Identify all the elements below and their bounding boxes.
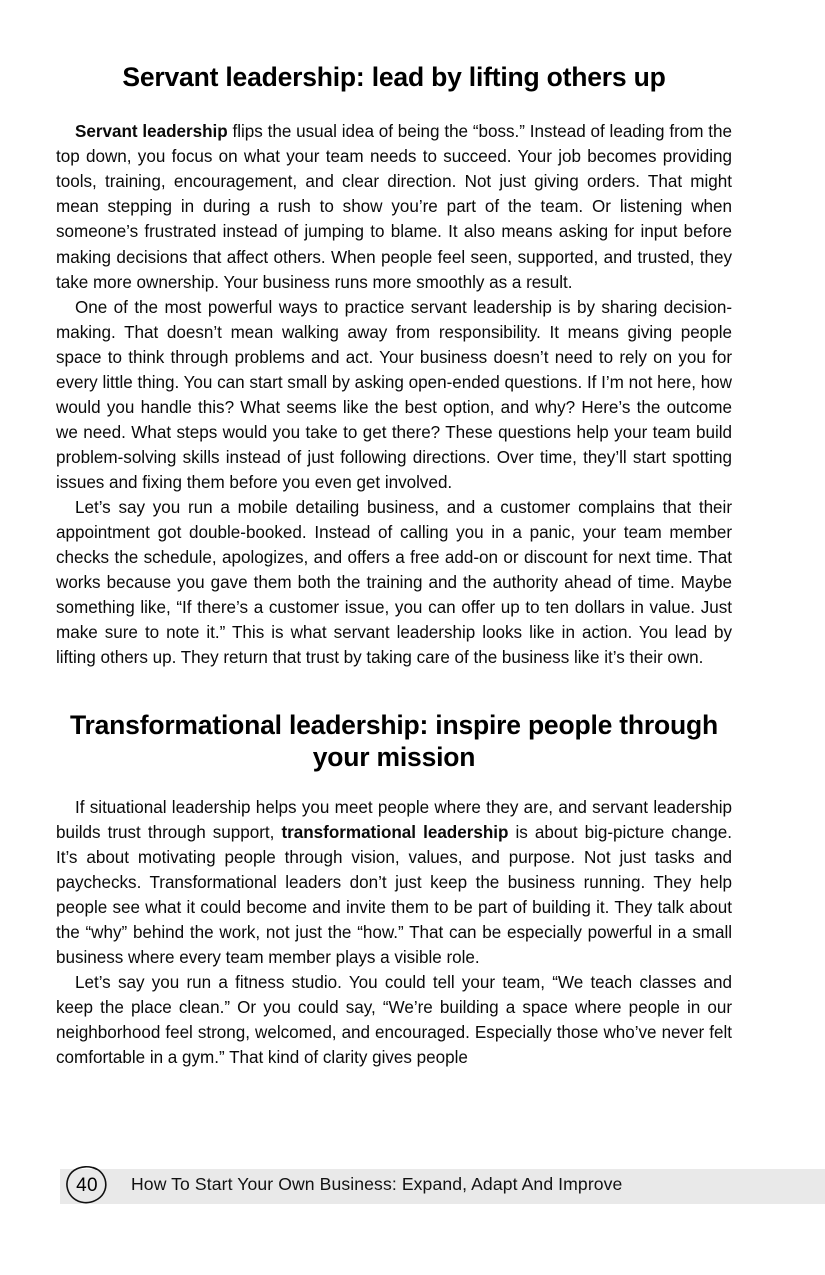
paragraph-text: One of the most powerful ways to practice servant leadership is by sharing decision-making. That doesn’t mean walking away from responsibility. It means giving people space to think through problems and act. Your business doesn’t need to rely on you for every little thing. You can start small by asking open-ended questions. If I’m not here, how would you handle this? What seems like the best option, and why? Here’s the outcome we need. What steps would you take to get there? These questions help your team build problem-solving skills instead of just following directions. Over time, they’ll start spotting issues and fixing them before you even get involved. (56, 297, 732, 492)
footer-book-title: How To Start Your Own Business: Expand, Adapt And Improve (131, 1174, 623, 1194)
paragraph-text-before-bold: If situational leadership helps you meet people where they are, and servant leadership builds trust through support, (56, 797, 732, 842)
section-heading-servant-leadership-wrap (56, 62, 732, 93)
paragraph-servant-leadership-3 (56, 495, 732, 670)
section-heading-servant-leadership: Servant leadership: lead by lifting others up (122, 62, 666, 92)
page-number-badge (62, 1160, 112, 1210)
paragraph-text-after-bold: is about big-picture change. It’s about motivating people through vision, values, and purpose. Not just tasks and paychecks. Transformational leaders don’t just keep the business running. They help people see what it could become and invite them to be part of building it. They talk about the “why” behind the work, not just the “how.” That can be especially powerful in a small business where every team member plays a visible role. (56, 822, 732, 968)
paragraph-servant-leadership-2 (56, 295, 732, 495)
inline-bold-transformational-leadership: transformational leadership (281, 822, 509, 842)
section-heading-transformational-leadership-wrap (56, 710, 732, 773)
page-content (56, 62, 732, 1070)
paragraph-transformational-leadership-1 (56, 795, 732, 970)
paragraph-text: Let’s say you run a mobile detailing business, and a customer complains that their appointment got double-booked. Instead of calling you in a panic, your team member checks the schedule, apologizes, and offers a free add-on or discount for next time. That works because you gave them both the training and the authority ahead of time. Maybe something like, “If there’s a customer issue, you can offer up to ten dollars in value. Just make sure to note it.” This is what servant leadership looks like in action. You lead by lifting others up. They return that trust by taking care of the business like it’s their own. (56, 497, 732, 668)
paragraph-transformational-leadership-2 (56, 970, 732, 1070)
paragraph-text: Let’s say you run a fitness studio. You could tell your team, “We teach classes and keep the place clean.” Or you could say, “We’re building a space where people in our neighborhood feel strong, welcomed, and encouraged. Especially those who’ve never felt comfortable in a gym.” That kind of clarity gives people (56, 973, 732, 1068)
paragraph-text: flips the usual idea of being the “boss.” Instead of leading from the top down, you focus on what your team needs to succeed. Your job becomes providing tools, training, encouragement, and clear direction. Not just giving orders. That might mean stepping in during a rush to show you’re part of the team. Or listening when someone’s frustrated instead of jumping to blame. It also means asking for input before making decisions that affect others. When people feel seen, supported, and trusted, they take more ownership. Your business runs more smoothly as a result. (56, 122, 732, 292)
paragraph-servant-leadership-1 (56, 119, 732, 294)
lead-bold-servant-leadership: Servant leadership (75, 122, 228, 142)
page-number: 40 (76, 1175, 98, 1196)
section-heading-transformational-leadership: Transformational leadership: inspire people through your mission (70, 710, 718, 772)
